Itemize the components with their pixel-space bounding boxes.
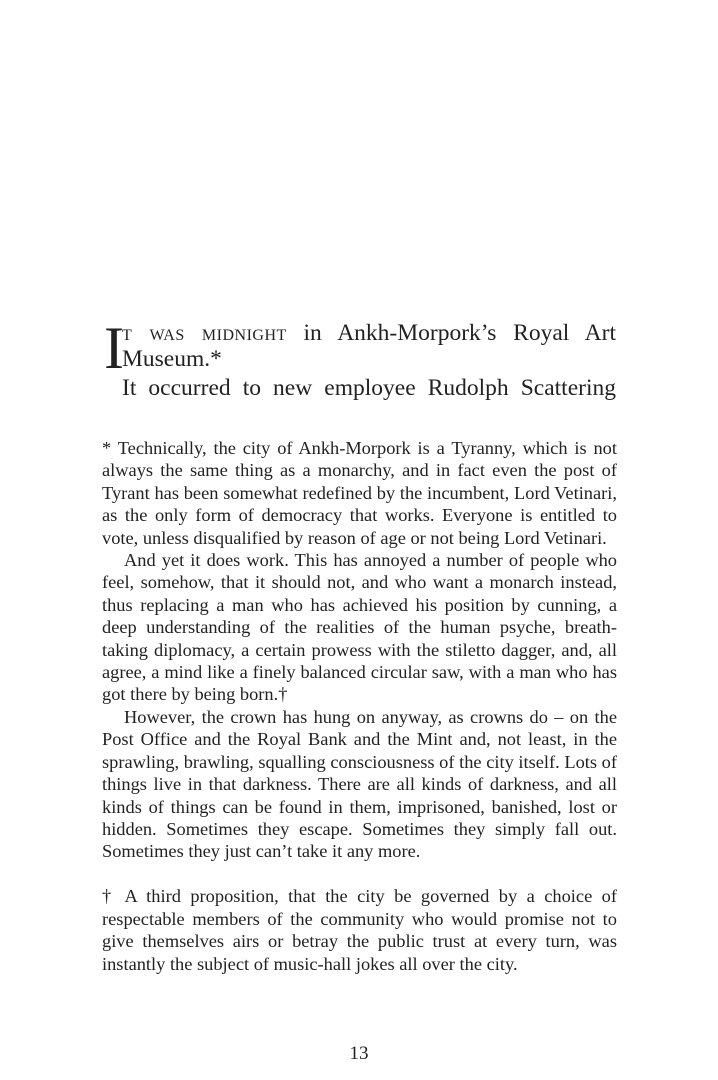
chapter-opening — [104, 315, 616, 401]
opening-line-1-rest: in Ankh-Morpork’s Royal Art — [303, 320, 616, 346]
footnote-dagger-paragraph: † A third proposition, that the city be governed by a choice of respectable members of the community who would promise not to give themselves airs or betray the public trust at every turn, was instantly the subject of music-hall jokes all over the city. — [102, 886, 617, 974]
footnote-star-paragraph-3: However, the crown has hung on anyway, as crowns do – on the Post Office and the Royal Bank and the Mint and, not least, in the sprawling, brawling, squalling consciousness of the city itself. Lots of things live in that darkness. There are all kinds of darkness, and all kinds of things can be found in them, imprisoned, banished, lost or hidden. Sometimes they escape. Sometimes they simply fall out. Sometimes they just can’t take it any more. — [102, 706, 617, 862]
page-number: 13 — [349, 1043, 369, 1064]
opening-line-2: Museum.* — [122, 346, 222, 372]
opening-line-3: It occurred to new employee Rudolph Scattering — [122, 375, 616, 401]
small-caps-lead: t was midnight — [122, 320, 287, 346]
footnotes — [102, 437, 617, 975]
footnote-star-paragraph-1: * Technically, the city of Ankh-Morpork is a Tyranny, which is not always the same thing as a monarchy, and in fact even the post of Tyrant has been somewhat redefined by the incumbent, Lord Vetinari, as the only form of democracy that works. Everyone is entitled to vote, unless disqualified by reason of age or not being Lord Vetinari. — [102, 438, 617, 548]
opening-line-1 — [122, 320, 616, 346]
drop-cap: I — [104, 315, 124, 381]
footnote-star-paragraph-2: And yet it does work. This has annoyed a number of people who feel, somehow, that it should not, and who want a monarch instead, thus replacing a man who has achieved his position by cunning, a deep understanding of the realities of the human psyche, breath-taking diplomacy, a certain prowess with the stiletto dagger, and, all agree, a mind like a finely balanced circular saw, with a man who has got there by being born.† — [102, 550, 617, 705]
footnote-spacer — [102, 863, 617, 886]
